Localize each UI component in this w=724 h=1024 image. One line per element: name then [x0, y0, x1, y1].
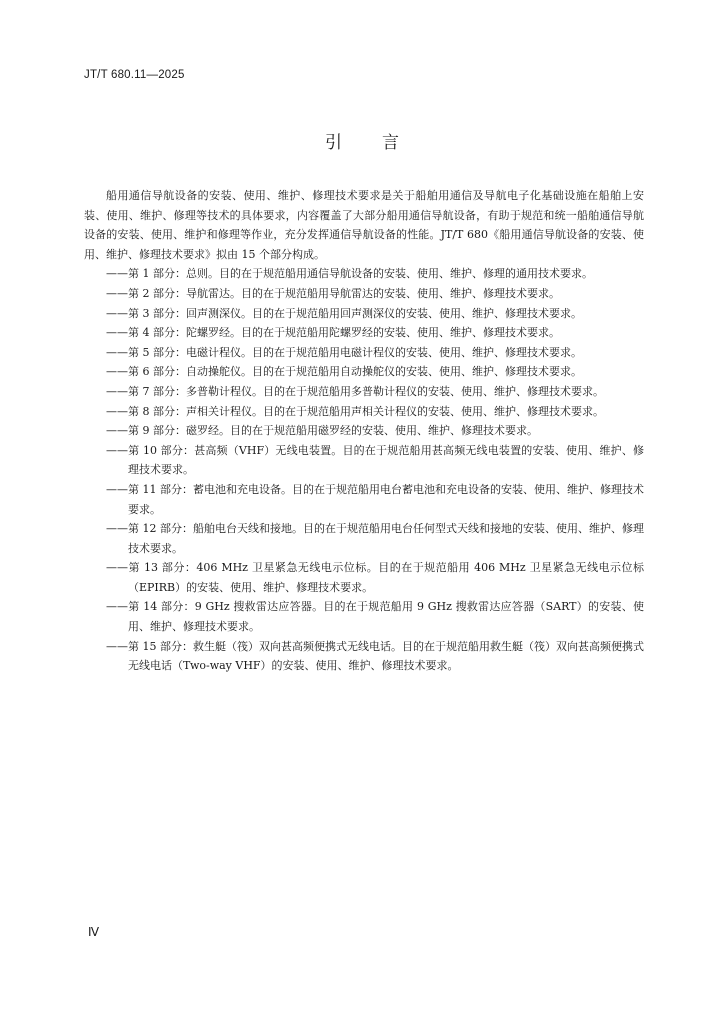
part-item: ——第 2 部分：导航雷达。目的在于规范船用导航雷达的安装、使用、维护、修理技术要求。 — [106, 286, 560, 300]
intro-paragraph: 船用通信导航设备的安装、使用、维护、修理技术要求是关于船舶用通信及导航电子化基础设施在船舶上安装、使用、维护、修理等技术的具体要求，内容覆盖了大部分船用通信导航设备，有助于规范和统一船舶通信导航设备的安装、使用、维护和修理等作业，充分发挥通信导航设备的性能。JT/T 680《船用通信导航设备的安装、使用、维护、修理技术要求》拟由 15 个部分构成。 — [84, 189, 644, 261]
document-body — [84, 186, 644, 676]
part-item: ——第 1 部分：总则。目的在于规范船用通信导航设备的安装、使用、维护、修理的通用技术要求。 — [106, 267, 593, 281]
part-item: ——第 8 部分：声相关计程仪。目的在于规范船用声相关计程仪的安装、使用、维护、修理技术要求。 — [106, 404, 604, 418]
part-item: ——第 14 部分：9 GHz 搜救雷达应答器。目的在于规范船用 9 GHz 搜救雷达应答器（SART）的安装、使用、维护、修理技术要求。 — [106, 600, 644, 634]
part-item: ——第 5 部分：电磁计程仪。目的在于规范船用电磁计程仪的安装、使用、维护、修理技术要求。 — [106, 345, 582, 359]
part-item: ——第 4 部分：陀螺罗经。目的在于规范船用陀螺罗经的安装、使用、维护、修理技术要求。 — [106, 326, 560, 340]
part-item: ——第 15 部分：救生艇（筏）双向甚高频便携式无线电话。目的在于规范船用救生艇（筏）双向甚高频便携式无线电话（Two-way VHF）的安装、使用、维护、修理技术要求。 — [106, 639, 644, 673]
page-number: Ⅳ — [88, 925, 100, 939]
part-item: ——第 11 部分：蓄电池和充电设备。目的在于规范船用电台蓄电池和充电设备的安装、使用、维护、修理技术要求。 — [106, 482, 644, 516]
part-item: ——第 9 部分：磁罗经。目的在于规范船用磁罗经的安装、使用、维护、修理技术要求。 — [106, 424, 538, 438]
part-item: ——第 13 部分：406 MHz 卫星紧急无线电示位标。目的在于规范船用 406 MHz 卫星紧急无线电示位标（EPIRB）的安装、使用、维护、修理技术要求。 — [106, 561, 644, 594]
part-item: ——第 10 部分：甚高频（VHF）无线电装置。目的在于规范船用甚高频无线电装置的安装、使用、维护、修理技术要求。 — [106, 443, 644, 477]
part-item: ——第 12 部分：船舶电台天线和接地。目的在于规范船用电台任何型式天线和接地的安装、使用、维护、修理技术要求。 — [106, 522, 644, 555]
part-item: ——第 6 部分：自动操舵仪。目的在于规范船用自动操舵仪的安装、使用、维护、修理技术要求。 — [106, 365, 582, 379]
page-title: 引言 — [325, 133, 439, 153]
standard-code: JT/T 680.11—2025 — [84, 69, 185, 81]
part-item: ——第 7 部分：多普勒计程仪。目的在于规范船用多普勒计程仪的安装、使用、维护、修理技术要求。 — [106, 384, 604, 398]
part-item: ——第 3 部分：回声测深仪。目的在于规范船用回声测深仪的安装、使用、维护、修理技术要求。 — [106, 306, 582, 320]
